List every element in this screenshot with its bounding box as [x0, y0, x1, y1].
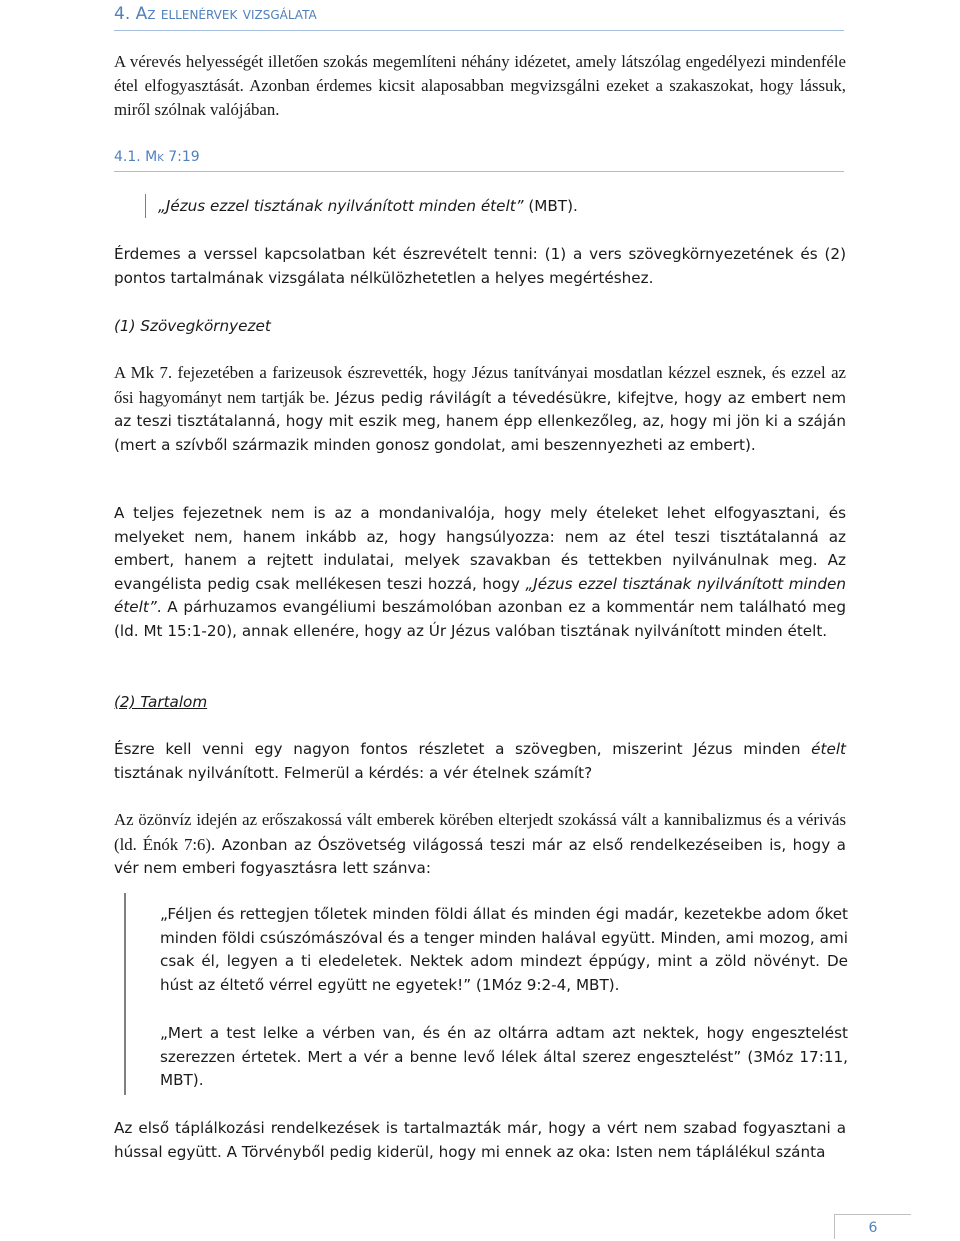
scripture-quote-leviticus: „Mert a test lelke a vérben van, és én az oltárra adtam azt nektek, hogy engesztelést szerezzen értetek. Mert a vér a benne levő lélek által szerez engesztelést” (3Móz 17:11, MBT).: [160, 1024, 848, 1089]
verse-quote: [145, 194, 838, 218]
paragraph-observations: Érdemes a verssel kapcsolatban két észrevételt tenni: (1) a vers szövegkörnyezetének és (2) pontos tartalmának vizsgálata nélkülözhetetlen a helyes megértéshez.: [114, 245, 846, 287]
paragraph-context: A Mk 7. fejezetében a farizeusok észrevették, hogy Jézus tanítványai mosdatlan kézzel esznek, és ezzel az ősi hagyományt nem tartják be. Jézus pedig rávilágít a tévedésükre, kifejtve, hogy az embert nem az teszi tisztátalanná, hogy mit eszik meg, hanem épp ellenkezőleg, az, hogy mi jön ki a száján (mert a szívből származik minden gonosz gondolat, ami beszennyezheti az embert).: [114, 363, 846, 454]
paragraph-chapter-message: A teljes fejezetnek nem is az a mondanivalója, hogy mely ételeket lehet elfogyasztani, és melyeket nem, hanem inkább az, hogy hangsúlyozza: nem az étel teszi tisztátalanná az embert, hanem a rejtett indulatai, melyek szavakban és tettekben nyilvánulnak meg. Az evangélista pedig csak mellékesen teszi hozzá, hogy „Jézus ezzel tisztának nyilvánított minden ételt”. A párhuzamos evangéliumi beszámolóban azonban ez a kommentár nem található meg (ld. Mt 15:1-20), annak ellenére, hogy az Úr Jézus valóban tisztának nyilvánított minden ételt.: [114, 504, 846, 640]
section-heading: [114, 2, 844, 31]
paragraph-flood: Az özönvíz idején az erőszakossá vált emberek körében elterjedt szokássá vált a kannibalizmus és a vérivás (ld. Énók 7:6). Azonban az Ószövetség világossá teszi már az első rendelkezéseiben is, hogy a vér nem emberi fogyasztásra lett szánva:: [114, 810, 846, 877]
verse-quote-source: (MBT).: [523, 197, 578, 215]
scripture-quote-genesis: „Féljen és rettegjen tőletek minden földi állat és minden égi madár, kezetekbe adom őket minden földi csúszómászóval és a tenger minden halával együtt. Minden, ami mozog, ami csak él, legyen a ti eledeletek. Nektek adom mindezt éppúgy, mint a zöld növényt. De húst az éltető vérrel együtt ne egyetek!” (1Móz 9:2-4, MBT).: [160, 905, 848, 994]
label-content: (2) Tartalom: [114, 693, 208, 711]
subsection-number: 4.1.: [114, 149, 141, 165]
paragraph-content: Észre kell venni egy nagyon fontos részletet a szövegben, miszerint Jézus minden ételt tisztának nyilvánított. Felmerül a kérdés: a vér ételnek számít?: [114, 740, 846, 782]
label-context: (1) Szövegkörnyezet: [114, 317, 271, 335]
subsection-title: Mk 7:19: [145, 149, 200, 165]
verse-quote-text: „Jézus ezzel tisztának nyilvánított minden ételt”: [158, 197, 524, 215]
scripture-block: [124, 893, 848, 1095]
emphasis-word: ételt: [811, 740, 846, 758]
section-title: Az ellenérvek vizsgálata: [135, 4, 317, 24]
page-number: 6: [834, 1214, 911, 1239]
subsection-heading: [114, 147, 844, 172]
intro-paragraph: A vérevés helyességét illetően szokás megemlíteni néhány idézetet, amely látszólag engedélyezi mindenféle étel elfogyasztását. Azonban érdemes kicsit alaposabban megvizsgálni ezeket a szakaszokat, hogy lássuk, miről szólnak valójában.: [114, 52, 846, 119]
inline-quote: „Jézus ezzel tisztának nyilvánított minden ételt”: [114, 574, 846, 616]
paragraph-first-rules: Az első táplálkozási rendelkezések is tartalmazták már, hogy a vért nem szabad fogyasztani a hússal együtt. A Törvényből pedig kiderül, hogy mi ennek az oka: Isten nem táplálékul szánta: [114, 1119, 846, 1161]
section-number: 4.: [114, 4, 131, 24]
